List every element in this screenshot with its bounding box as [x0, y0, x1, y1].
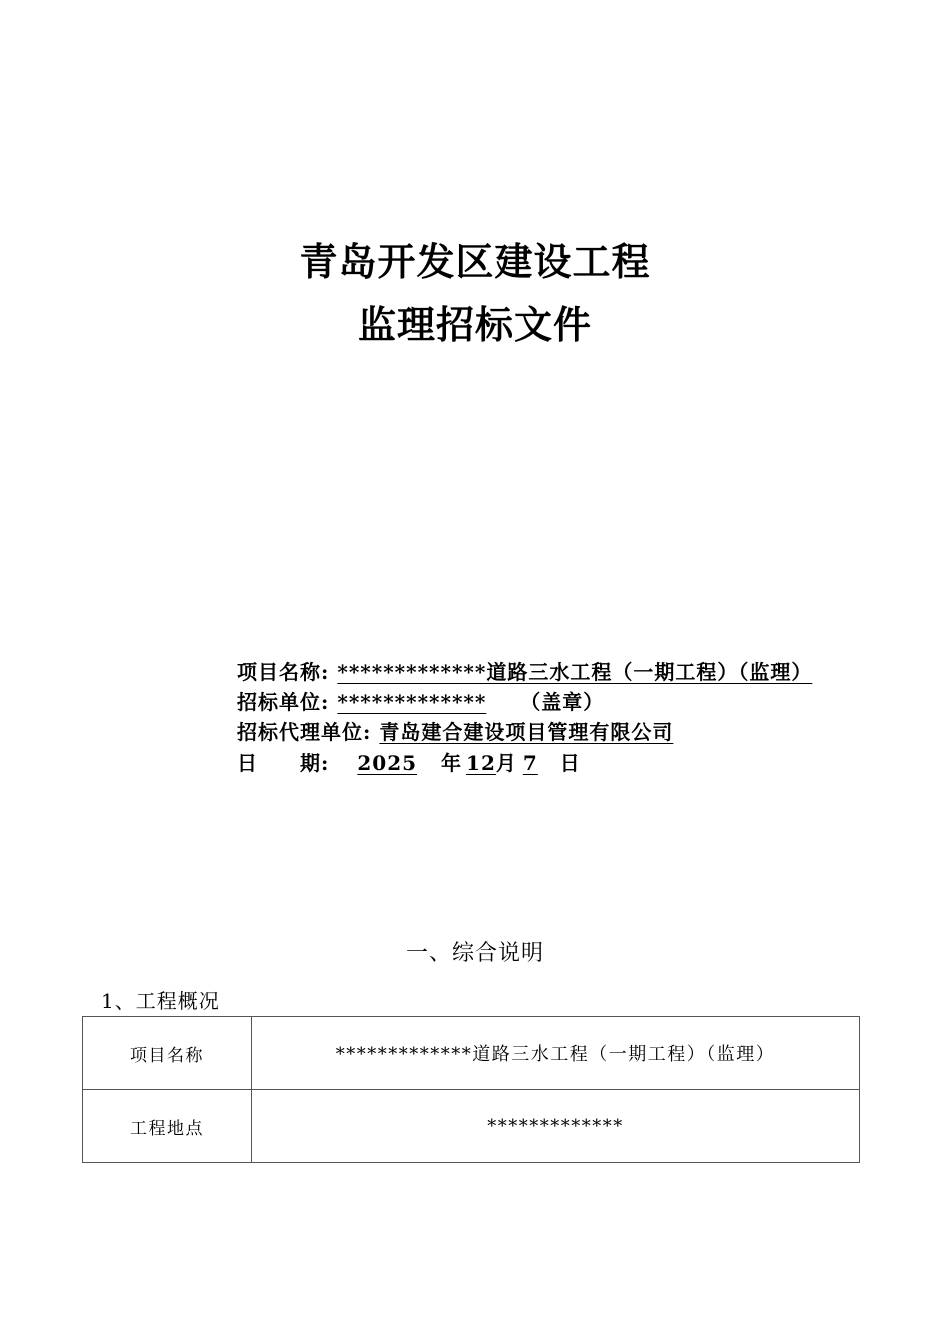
- date-month: 12: [466, 751, 496, 775]
- tender-unit-row: [237, 689, 604, 715]
- table-cell-value: *************: [252, 1090, 860, 1163]
- agent-row: [237, 719, 673, 745]
- table-row: [83, 1017, 860, 1090]
- date-label: 日 期:: [237, 751, 330, 775]
- date-year: 2025: [357, 751, 418, 775]
- date-day-unit: 日: [559, 751, 581, 775]
- project-overview-table: [82, 1016, 860, 1163]
- tender-unit-value: *************: [337, 690, 487, 714]
- table-cell-label: 项目名称: [83, 1017, 252, 1090]
- document-title-line-2: 监理招标文件: [357, 303, 592, 347]
- tender-unit-seal: （盖章）: [520, 690, 605, 714]
- document-title-line-1: 青岛开发区建设工程: [299, 240, 651, 284]
- date-year-unit: 年: [441, 751, 463, 775]
- section-heading: 一、综合说明: [405, 941, 544, 966]
- agent-label: 招标代理单位:: [237, 720, 372, 744]
- project-name-value: *************道路三水工程（一期工程）（监理）: [337, 660, 813, 684]
- date-row: [237, 750, 581, 776]
- table-row: [83, 1090, 860, 1163]
- project-name-row: [237, 659, 812, 685]
- sub-heading: 1、工程概况: [101, 989, 220, 1013]
- tender-unit-label: 招标单位:: [237, 690, 330, 714]
- date-day: 7: [522, 751, 538, 775]
- project-name-label: 项目名称:: [237, 660, 330, 684]
- date-month-unit: 月: [495, 751, 517, 775]
- table-cell-value: *************道路三水工程（一期工程）（监理）: [252, 1017, 860, 1090]
- table-cell-label: 工程地点: [83, 1090, 252, 1163]
- agent-value: 青岛建合建设项目管理有限公司: [379, 720, 674, 744]
